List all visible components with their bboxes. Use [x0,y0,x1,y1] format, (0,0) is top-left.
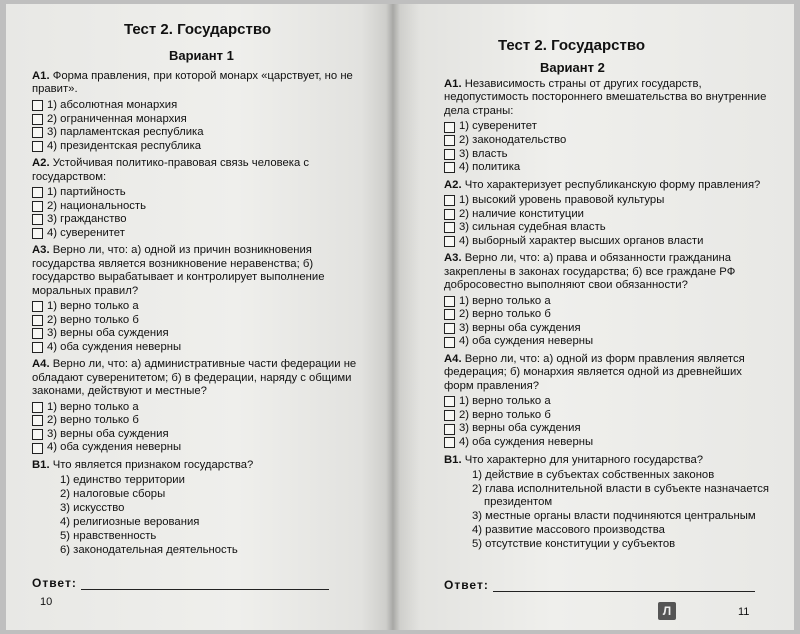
checkbox[interactable] [32,342,43,353]
left-questions [32,70,362,558]
answer-option[interactable]: 1) абсолютная монархия [32,99,362,113]
question-text: Верно ли, что: а) одной из причин возникновения государства является возникновение неравенства; б) государство вырабатывает и контролирует выполнение моральных правил? [32,244,325,297]
list-item: 1) действие в субъектах собственных законов [472,468,715,481]
answer-option[interactable]: 2) верно только б [32,414,362,428]
right-page [392,4,794,630]
answer-option[interactable]: 4) выборный характер высших органов власти [444,235,770,249]
checkbox[interactable] [444,437,455,448]
list-item: 1) единство территории [60,474,185,487]
question-b1 [32,459,362,558]
checkbox[interactable] [32,214,43,225]
answer-option[interactable]: 3) верны оба суждения [32,327,362,341]
question-number: А4. [32,358,50,371]
question-text: Верно ли, что: а) одной из форм правления является федерация; б) монархия является одной из древнейших форм правления? [444,352,745,392]
page-number: 11 [738,606,750,618]
checkbox[interactable] [32,201,43,212]
publisher-logo: Л [658,602,676,620]
answer-option[interactable]: 3) верны оба суждения [444,422,770,436]
question-a3 [444,252,770,349]
checkbox[interactable] [444,149,455,160]
answer-option[interactable]: 1) верно только а [444,395,770,409]
question-a3 [32,244,362,354]
checkbox[interactable] [32,301,43,312]
left-page [6,4,392,630]
question-number: В1. [32,458,50,471]
question-text: Что является признаком государства? [52,458,254,471]
question-a4 [444,353,770,450]
book-spread [6,4,794,630]
checkbox[interactable] [444,135,455,146]
checkbox[interactable] [444,337,455,348]
checkbox[interactable] [444,296,455,307]
question-number: А2. [444,178,462,191]
answer-option[interactable]: 4) оба суждения неверны [444,335,770,349]
question-text: Независимость страны от других государств, недопустимость постороннего вмешательства во внутренние дела страны: [444,78,767,117]
variant-title: Вариант 2 [540,60,605,75]
checkbox[interactable] [444,323,455,334]
checkbox[interactable] [32,228,43,239]
answer-option[interactable]: 1) суверенитет [444,120,770,134]
answer-label: Ответ: [444,578,489,592]
checkbox[interactable] [444,396,455,407]
question-number: А1. [32,70,50,82]
answer-option[interactable]: 1) верно только а [32,300,362,314]
answer-option[interactable]: 2) национальность [32,200,362,214]
list-item: 2) глава исполнительной власти в субъекте назначается президентом [472,482,770,509]
question-text: Верно ли, что: а) права и обязанности гражданина закреплены в законах государства; б) все граждане РФ добросовестно выполняют свои обязанности? [444,252,736,292]
page-number: 10 [40,596,53,608]
answer-underline[interactable] [81,579,329,590]
checkbox[interactable] [32,315,43,326]
question-a1 [444,78,770,175]
answer-underline[interactable] [493,581,755,592]
answer-option[interactable]: 3) сильная судебная власть [444,221,770,235]
answer-option[interactable]: 2) верно только б [444,308,770,322]
answer-option[interactable]: 3) власть [444,147,770,161]
checkbox[interactable] [444,410,455,421]
question-number: А4. [444,352,462,365]
answer-option[interactable]: 2) законодательство [444,134,770,148]
checkbox[interactable] [32,141,43,152]
page-title: Тест 2. Государство [124,21,272,38]
question-text: Форма правления, при которой монарх «царствует, но не правит». [32,70,353,96]
list-item: 3) искусство [60,502,125,515]
checkbox[interactable] [444,309,455,320]
question-text: Устойчивая политико-правовая связь человека с государством: [32,157,310,183]
answer-option[interactable]: 1) партийность [32,186,362,200]
answer-option[interactable]: 2) ограниченная монархия [32,112,362,126]
answer-option[interactable]: 4) суверенитет [32,227,362,241]
question-a1 [32,70,362,153]
question-text: Верно ли, что: а) административные части федерации не обладают суверенитетом; б) в федерации, наряду с общими законами, действуют и местные? [32,358,357,398]
checkbox[interactable] [444,222,455,233]
page-title: Тест 2. Государство [498,37,646,54]
answer-option[interactable]: 2) верно только б [32,314,362,328]
checkbox[interactable] [32,328,43,339]
question-text: Что характерно для унитарного государства? [464,453,704,466]
list-item: 5) нравственность [60,530,157,543]
answer-option[interactable]: 3) верны оба суждения [32,428,362,442]
question-a4 [32,358,362,455]
checkbox[interactable] [32,100,43,111]
list-item: 6) законодательная деятельность [60,544,238,557]
checkbox[interactable] [444,236,455,247]
answer-line[interactable] [32,576,329,590]
list-item: 2) налоговые сборы [60,488,166,501]
checkbox[interactable] [444,122,455,133]
list-item: 3) местные органы власти подчиняются центральным [472,509,756,522]
checkbox[interactable] [32,114,43,125]
list-item: 4) развитие массового производства [472,523,665,536]
checkbox[interactable] [32,415,43,426]
checkbox[interactable] [444,162,455,173]
answer-option[interactable]: 4) политика [444,161,770,175]
question-number: А2. [32,157,50,170]
list-item: 4) религиозные верования [60,516,200,529]
answer-option[interactable]: 1) высокий уровень правовой культуры [444,194,770,208]
question-a2 [32,157,362,240]
answer-option[interactable]: 4) оба суждения неверны [32,341,362,355]
checkbox[interactable] [32,127,43,138]
answer-option[interactable]: 4) президентская республика [32,140,362,154]
answer-option[interactable]: 3) гражданство [32,213,362,227]
answer-option[interactable]: 3) парламентская республика [32,126,362,140]
question-b1 [444,454,770,552]
checkbox[interactable] [32,443,43,454]
answer-option[interactable]: 3) верны оба суждения [444,322,770,336]
question-number: В1. [444,453,462,466]
answer-label: Ответ: [32,576,77,590]
question-number: А3. [32,244,50,257]
question-a2 [444,179,770,249]
checkbox[interactable] [32,402,43,413]
checkbox[interactable] [32,187,43,198]
checkbox[interactable] [32,429,43,440]
answer-option[interactable]: 1) верно только а [32,401,362,415]
question-number: А3. [444,252,462,265]
question-number: А1. [444,78,462,90]
question-text: Что характеризует республиканскую форму правления? [464,178,761,191]
checkbox[interactable] [444,195,455,206]
answer-option[interactable]: 1) верно только а [444,295,770,309]
checkbox[interactable] [444,424,455,435]
variant-title: Вариант 1 [169,48,234,63]
list-item: 5) отсутствие конституции у субъектов [472,537,676,550]
answer-option[interactable]: 4) оба суждения неверны [444,436,770,450]
answer-option[interactable]: 2) наличие конституции [444,208,770,222]
checkbox[interactable] [444,209,455,220]
answer-option[interactable]: 2) верно только б [444,409,770,423]
right-questions [444,78,770,552]
answer-line[interactable] [444,578,755,592]
answer-option[interactable]: 4) оба суждения неверны [32,441,362,455]
